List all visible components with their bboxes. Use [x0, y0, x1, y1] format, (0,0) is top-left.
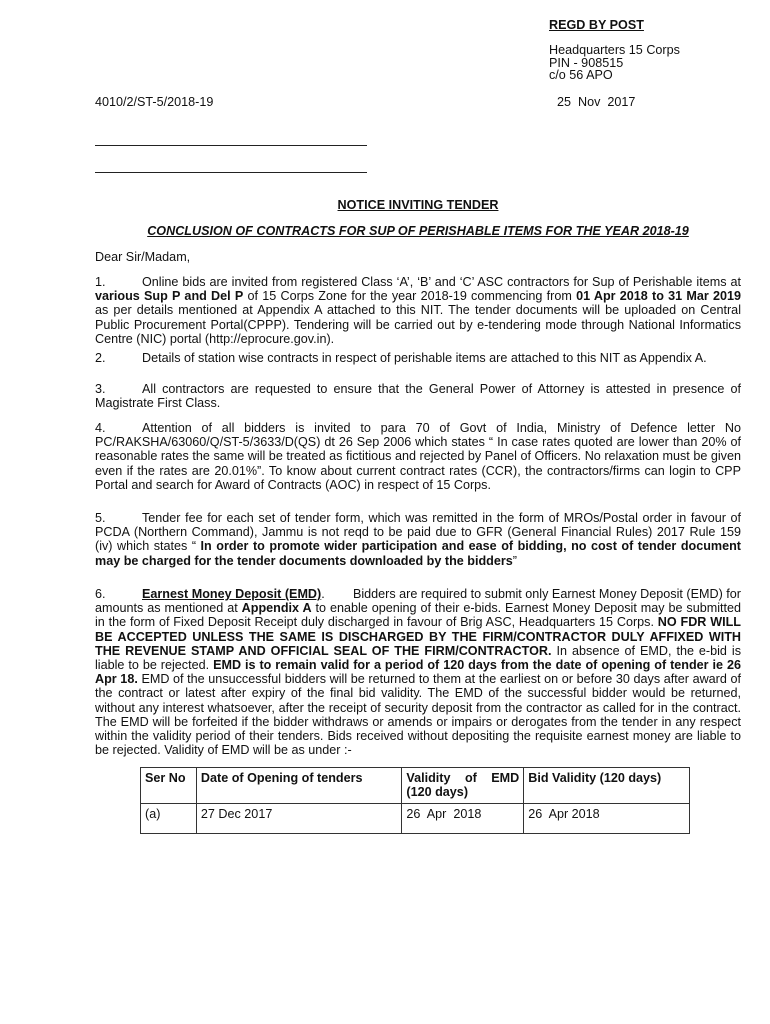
address-line: Headquarters 15 Corps: [549, 43, 680, 57]
para-text: of 15 Corps Zone for the year 2018-19 commencing from: [243, 289, 577, 304]
table-row: [141, 804, 690, 834]
col-header-bid-validity: Bid Validity (120 days): [524, 768, 690, 804]
paragraph-6: [95, 587, 745, 758]
para-text: Online bids are invited from registered Class ‘A’, ‘B’ and ‘C’ ASC contractors for Sup of Perishable items at: [142, 275, 741, 289]
para-text: Attention of all bidders is invited to para 70 of Govt of India, Ministry of Defence letter No PC/RAKSHA/63060/Q/ST-5/3633/D(QS) dt 26 Sep 2006 which states “ In case rates quoted are lower than 20% of reasonable rates the same will be treated as fictitious and rejected by Panel of Officers. No relaxation must be given even if the rates are 20.01%”. To know about current contract rates (CCR), the contractors/firms can login to CPP Portal and search for Award of Contracts (AOC) in respect of 15 Corps.: [95, 421, 741, 492]
cell-date-of-opening: 27 Dec 2017: [196, 804, 402, 834]
paragraph-3: [95, 382, 741, 410]
para-text: Details of station wise contracts in respect of perishable items are attached to this NIT as Appendix A.: [142, 351, 707, 365]
para-text: ”: [512, 553, 517, 568]
para-bold-text: 01 Apr 2018 to 31 Mar 2019: [576, 289, 742, 304]
para-bold-text: EMD is to remain valid for a period of 120 days from the date of opening of tender ie 26 Apr 18.: [95, 658, 742, 687]
para-text: All contractors are requested to ensure that the General Power of Attorney is attested in presence of Magistrate First Class.: [95, 382, 741, 411]
letter-date: 25 Nov 2017: [557, 95, 636, 109]
regd-by-post: REGD BY POST: [549, 18, 644, 32]
reference-number: 4010/2/ST-5/2018-19: [95, 95, 214, 109]
para-text: . Bidders are required to submit only Earnest Money Deposit (EMD) for amounts as mentioned at: [95, 587, 745, 616]
emd-heading: Earnest Money Deposit (EMD): [142, 587, 322, 601]
salutation: Dear Sir/Madam,: [95, 250, 191, 264]
paragraph-2: [95, 351, 741, 365]
col-header-date-of-opening: Date of Opening of tenders: [196, 768, 402, 804]
para-number: 3.: [95, 382, 106, 396]
notice-subtitle: CONCLUSION OF CONTRACTS FOR SUP OF PERISHABLE ITEMS FOR THE YEAR 2018-19: [147, 224, 689, 238]
para-text: EMD of the unsuccessful bidders will be returned to them at the earliest on or before 30 days after award of the contract or latest after expiry of the final bid validity. The EMD of the successful bidder would be returned, without any interest whatsoever, after the receipt of security deposit from the contractor as called for in the contract. The EMD will be forfeited if the bidder withdraws or amends or impairs or derogates from the tender in any respect within the validity period of their tenders. Bids received without depositing the requisite earnest money are liable to be rejected. Validity of EMD will be as under :-: [95, 672, 741, 758]
notice-title: NOTICE INVITING TENDER: [337, 198, 499, 212]
cell-ser-no: (a): [141, 804, 197, 834]
para-number: 1.: [95, 275, 106, 289]
para-text: In absence of EMD, the e-bid is liable to be rejected.: [95, 643, 741, 673]
para-number: 6.: [95, 587, 106, 601]
addressee-blank-line: [95, 172, 367, 173]
sender-address: [549, 44, 680, 82]
emd-validity-table: [140, 767, 690, 834]
paragraph-4: [95, 421, 741, 492]
address-line: PIN - 908515: [549, 55, 624, 70]
cell-bid-validity: 26 Apr 2018: [524, 804, 690, 834]
paragraph-5: [95, 511, 741, 568]
cell-emd-validity: 26 Apr 2018: [402, 804, 524, 834]
para-number: 2.: [95, 351, 106, 365]
para-bold-text: In order to promote wider participation and ease of bidding, no cost of tender document may be charged for the tender documents downloaded by the bidders: [95, 539, 741, 568]
para-bold-text: NO FDR WILL BE ACCEPTED UNLESS THE SAME IS DISCHARGED BY THE FIRM/CONTRACTOR DULY AFFIXED WITH THE REVENUE STAMP AND OFFICIAL SEAL OF THE FIRM/CONTRACTOR.: [95, 615, 741, 658]
address-line: c/o 56 APO: [549, 68, 613, 83]
para-number: 4.: [95, 421, 106, 435]
col-header-emd-validity: Validity of EMD (120 days): [402, 768, 524, 804]
addressee-blank-line: [95, 145, 367, 146]
para-bold-text: various Sup P and Del P: [95, 289, 244, 304]
col-header-ser-no: Ser No: [141, 768, 197, 804]
para-text: Tender fee for each set of tender form, which was remitted in the form of MROs/Postal order in favour of PCDA (Northern Command), Jammu is not reqd to be paid due to GFR (General Financial Rules) 2017 Rule 159 (iv) which states “: [95, 511, 741, 554]
para-bold-text: Appendix A: [241, 601, 312, 616]
para-text: to enable opening of their e-bids. Earnest Money Deposit may be submitted in the form of Fixed Deposit Receipt duly discharged in favour of Brig ASC, Headquarters 15 Corps.: [95, 601, 742, 630]
paragraph-1: [95, 275, 741, 346]
para-number: 5.: [95, 511, 106, 525]
para-text: as per details mentioned at Appendix A attached to this NIT. The tender documents will be uploaded on Central Public Procurement Portal(CPPP). Tendering will be carried out by e-tendering mode through National Informatics Centre (NIC) portal (http://eprocure.gov.in).: [95, 303, 741, 346]
table-header-row: [141, 768, 690, 804]
